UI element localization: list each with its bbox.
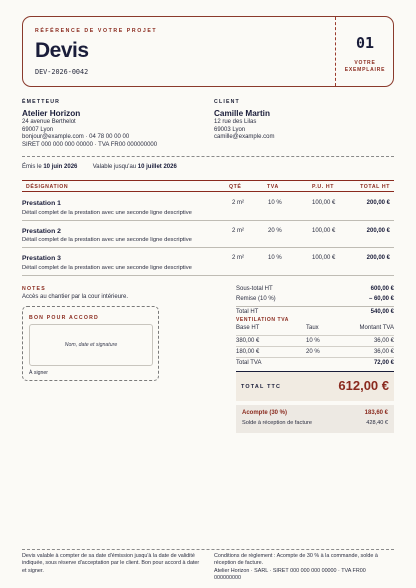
approval-label: BON POUR ACCORD: [29, 315, 99, 321]
vat-col-rate: Taux: [306, 325, 319, 331]
row-qty: 2 m²: [232, 200, 244, 206]
vat-col-base: Base HT: [236, 325, 260, 331]
discount-label: Remise (10 %): [236, 296, 276, 302]
footer-conditions: Conditions de règlement : Acompte de 30 % à la commande, solde à réception de facture. Atelier Horizon · SARL · SIRET 000 000 000 00000 · TVA FR00 000000000: [214, 553, 378, 582]
signature-placeholder: Nom, date et signature: [64, 342, 118, 348]
row-description: Détail complet de la prestation avec une seconde ligne descriptive: [22, 265, 192, 271]
vat-row-base: 380,00 €: [236, 338, 260, 344]
row-description: Détail complet de la prestation avec une seconde ligne descriptive: [22, 210, 192, 216]
table-row: [22, 193, 394, 221]
row-total: 200,00 €: [366, 255, 390, 261]
issuer-block: [22, 99, 202, 149]
issuer-legal: SIRET 000 000 000 00000 · TVA FR00 000000000: [22, 141, 158, 148]
footer-divider: [22, 549, 394, 550]
issuer-label: ÉMETTEUR: [22, 99, 61, 105]
row-title: Prestation 2: [22, 228, 61, 235]
vat-row-amount: 36,00 €: [373, 338, 394, 344]
balance-value: 428,40 €: [366, 420, 388, 426]
row-total: 200,00 €: [366, 200, 390, 206]
col-total: TOTAL HT: [360, 184, 390, 190]
row-unit-price: 100,00 €: [312, 228, 336, 234]
col-qty: QTÉ: [229, 184, 242, 190]
total-ttc-box: [236, 371, 394, 401]
row-total: 200,00 €: [366, 228, 390, 234]
row-vat: 20 %: [268, 228, 282, 234]
row-vat: 10 %: [268, 255, 282, 261]
client-address1: 12 rue des Lilas: [214, 119, 257, 125]
issuer-contact[interactable]: bonjour@example.com · 04 78 00 00 00: [22, 134, 130, 141]
client-label: CLIENT: [214, 99, 240, 105]
col-unit-price: P.U. HT: [312, 184, 334, 190]
row-unit-price: 100,00 €: [312, 200, 336, 206]
vat-row-base: 180,00 €: [236, 349, 260, 355]
row-qty: 2 m²: [232, 255, 244, 261]
row-description: Détail complet de la prestation avec une seconde ligne descriptive: [22, 237, 192, 243]
vat-row-rate: 20 %: [306, 349, 320, 355]
page-title: Devis: [35, 39, 89, 62]
deposit-label: Acompte (30 %): [242, 410, 288, 416]
notes-text: Accès au chantier par la cour intérieure.: [22, 294, 129, 300]
validity-date: 10 juillet 2026: [137, 164, 177, 170]
row-vat: 10 %: [268, 200, 282, 206]
vat-breakdown-label: VENTILATION TVA: [236, 317, 289, 323]
client-block: [214, 99, 394, 142]
client-address2: 69003 Lyon: [214, 126, 246, 133]
summary-block: [236, 286, 394, 368]
deposit-value: 183,60 €: [364, 410, 388, 416]
discount-value: – 60,00 €: [368, 296, 394, 302]
deposit-box: [236, 405, 394, 433]
vat-row-rate: 10 %: [306, 338, 320, 344]
place-label: À signer: [29, 370, 49, 376]
total-vat-label: Total TVA: [236, 360, 262, 366]
copy-label: VOTRE EXEMPLAIRE: [344, 60, 386, 73]
signature-area[interactable]: [29, 324, 153, 366]
document-reference: DEV-2026-0042: [35, 68, 89, 76]
table-row: [22, 248, 394, 276]
issuer-name: Atelier Horizon: [22, 109, 81, 118]
issuer-address2: 69007 Lyon: [22, 126, 54, 133]
table-row: [22, 221, 394, 248]
col-vat: TVA: [267, 184, 279, 190]
vat-col-amount: Montant TVA: [359, 325, 394, 331]
row-title: Prestation 1: [22, 200, 61, 207]
subtotal-label: Sous-total HT: [236, 286, 273, 292]
footer-validity: Devis valable à compter de sa date d'émission jusqu'à la date de validité indiquée, sous réserve d'acceptation par le client. Bon pour accord à dater et signer.: [22, 553, 200, 574]
row-qty: 2 m²: [232, 228, 244, 234]
document-header: [22, 16, 394, 87]
vat-row-amount: 36,00 €: [373, 349, 394, 355]
total-vat-value: 72,00 €: [373, 360, 394, 366]
ttc-label: TOTAL TTC: [241, 384, 282, 390]
dates-line: Émis le 10 juin 2026 Valable jusqu'au 10 juillet 2026: [22, 164, 177, 170]
subtotal-value: 600,00 €: [370, 286, 394, 292]
client-email[interactable]: camille@example.com: [214, 134, 275, 141]
ttc-value: 612,00 €: [338, 378, 389, 393]
client-name: Camille Martin: [214, 109, 270, 118]
issuer-address1: 24 avenue Berthelot: [22, 119, 76, 125]
divider: [22, 156, 394, 157]
row-unit-price: 100,00 €: [312, 255, 336, 261]
items-table-header: [22, 180, 394, 192]
issue-date: 10 juin 2026: [43, 164, 78, 170]
copy-number: 01: [355, 34, 375, 52]
notes-label: NOTES: [22, 286, 46, 292]
approval-block: [22, 306, 159, 381]
balance-label: Solde à réception de facture: [242, 420, 312, 426]
total-ht-label: Total HT: [236, 309, 259, 315]
col-designation: DÉSIGNATION: [26, 184, 69, 190]
project-reference-eyebrow: RÉFÉRENCE DE VOTRE PROJET: [35, 28, 158, 34]
row-title: Prestation 3: [22, 255, 61, 262]
total-ht-value: 540,00 €: [370, 309, 394, 315]
